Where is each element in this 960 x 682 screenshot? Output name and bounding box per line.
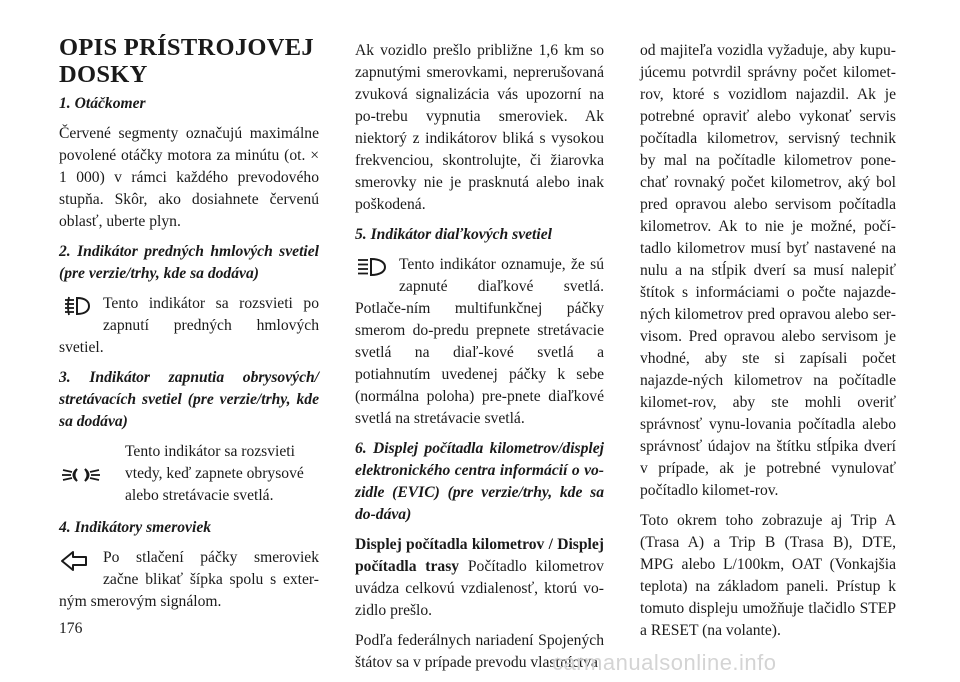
section-2-text: Tento indikátor sa rozsvieti po zapnutí predných hmlových svetiel. (59, 295, 319, 356)
section-1-heading: 1. Otáčkomer (59, 95, 146, 112)
section-1-text: Červené segmenty označujú maximálne povolené otáčky motora za minútu (ot. × 1 000) v rámci každého prevodového stupňa. Skôr, ako dosiahnete červenú oblasť, uberte plyn. (59, 125, 319, 230)
section-3-text: Tento indikátor sa rozsvieti vtedy, keď zapnete obrysové alebo stretávacie svetlá. (125, 443, 304, 504)
odometer-description: Počítadlo kilometrov uvádza celkovú vzdialenosť, ktorú vo-zidlo prešlo. (355, 558, 604, 619)
parking-lights-icon (59, 441, 117, 507)
odometer-display-label: Displej počítadla kilometrov / Displej počítadla trasy (355, 536, 604, 575)
column-left (59, 34, 319, 621)
turn-signal-warning-text: Ak vozidlo prešlo približne 1,6 km so zapnutými smerovkami, neprerušovaná zvuková signalizácia vás upozorní na po-trebu vypnutia smeroviek. Ak niektorý z indikátorov bliká s vysokou frekvenciou, skontrolujte, či žiarovka smerovky nie je prasknutá alebo inak poškodená. (355, 42, 604, 213)
section-6-paragraph (355, 534, 604, 622)
section-4-paragraph (59, 547, 319, 613)
trip-display-text: Toto okrem toho zobrazuje aj Trip A (Trasa A) a Trip B (Trasa B), DTE, MPG alebo L/100km, OAT (Vonkajšia teplota) na základom paneli. Prístup k tomuto displeju umožňuje tlačidlo STEP a RESET (na volante). (640, 512, 896, 639)
section-5-text: Tento indikátor oznamuje, že sú zapnuté diaľkové svetlá. Potlače-ním multifunkčnej páčky smerom do-predu prepnete stretávacie svetlá na diaľ-kové svetlá a potiahnutím uvedenej páčky k sebe (normálna poloha) pre-pnete diaľkové svetlá na stretávacie svetlá. (355, 256, 604, 427)
watermark: carmanualsonline.info (552, 650, 777, 675)
section-3-heading: 3. Indikátor zapnutia obrysových/ stretávacích svetiel (pre verzie/trhy, kde sa dodáva) (59, 369, 319, 430)
odometer-service-text: od majiteľa vozidla vyžaduje, aby kupu-júcemu potvrdil správny počet kilomet-rov, ktoré s vozidlom najazdil. Ak je potrebné opraviť alebo vykonať servis počítadla kilometrov, servisný technik by mal na počítadle kilometrov pone-chať rovnaký počet kilometrov, aký bol pred opravou alebo servisom počítadla kilometrov. Ak to nie je možné, počí-tadlo kilometrov musí byť nastavené na nulu a na stĺpik dverí sa musí nalepiť štítok s informáciami o počte najazde-ných kilometrov pred opravou alebo ser-visom. Pred opravou alebo servisom je vhodné, aby ste si zapísali počet najazde-ných kilometrov na počítadle kilomet-rov, aby ste mohli overiť správnosť vynu-lovania počítadla alebo správnosť údajov na štítku stĺpika dverí v prípade, ak je potrebné vynulovať počítadlo kilomet-rov. (640, 42, 896, 499)
page-title: OPIS PRÍSTROJOVEJ DOSKY (59, 34, 314, 88)
section-5-paragraph (355, 254, 604, 430)
federal-regulation-text: Podľa federálnych nariadení Spojených štátov sa v prípade prevodu vlastníctva (355, 632, 604, 671)
turn-signal-arrow-icon (59, 547, 103, 589)
front-fog-light-icon (59, 293, 103, 335)
section-6-heading: 6. Displej počítadla kilometrov/displej elektronického centra informácií o vo-zidle (EVIC) (pre verzie/trhy, kde sa do-dáva) (355, 440, 604, 523)
page-number: 176 (59, 620, 83, 637)
column-middle (355, 40, 604, 682)
section-5-heading: 5. Indikátor diaľkových svetiel (355, 226, 552, 243)
section-2-paragraph (59, 293, 319, 359)
section-2-heading: 2. Indikátor predných hmlových svetiel (pre verzie/trhy, kde sa dodáva) (59, 243, 319, 282)
section-4-text: Po stlačení páčky smeroviek začne blikať šípka spolu s exter-ným smerovým signálom. (59, 549, 319, 610)
section-3-paragraph (59, 441, 319, 507)
high-beam-icon (355, 254, 399, 296)
column-right (640, 40, 896, 650)
section-4-heading: 4. Indikátory smeroviek (59, 519, 212, 536)
